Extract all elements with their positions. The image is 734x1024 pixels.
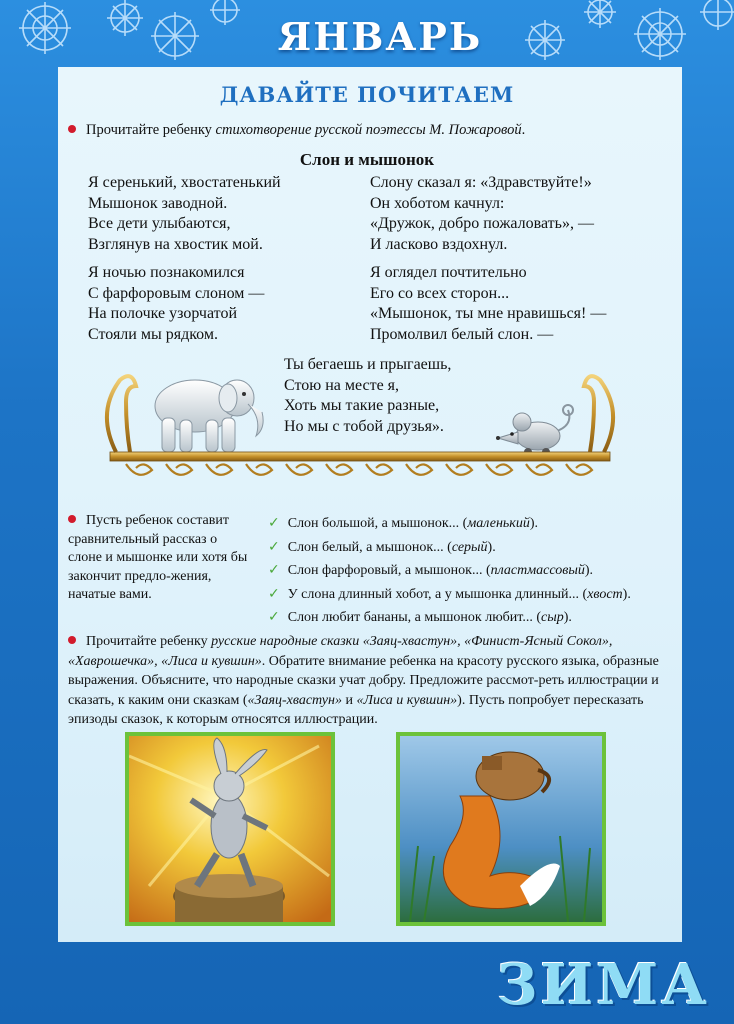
poem-line: «Мышонок, ты мне нравишься! — <box>370 305 607 322</box>
checkmark-icon: ✓ <box>268 538 280 555</box>
poem-stanza-4 <box>370 263 606 345</box>
poem-line: Мышонок заводной. <box>88 194 228 212</box>
poem-line: На полочке узорчатой <box>88 305 238 322</box>
hare-illustration <box>125 732 335 926</box>
bullet-icon <box>68 636 76 644</box>
ornamental-shelf <box>96 372 626 492</box>
bullet-icon <box>68 515 76 523</box>
fairytales-paragraph: Прочитайте ребенку русские народные сказки «Заяц-хвастун», «Финист-Ясный Сокол», «Хаврошечка», «Лиса и кувшин». Обратите внимание ребенка на красоту русского языка, образные выражения. Объясните, что народные сказки учат добру. Предложите рассмот-реть иллюстрации и сказать, к каким они сказкам («Заяц-хвастун» и «Лиса и кувшин»). Пусть попробует пересказать эпизоды сказок, к которым относятся иллюстрации. <box>68 634 659 727</box>
poem-line: Стояли мы рядком. <box>88 325 218 343</box>
fairytale-titles: русские народные сказки «Заяц-хвастун», «Финист-Ясный Сокол», «Хаврошечка», «Лиса и кувшин» <box>68 634 613 669</box>
intro-paragraph <box>68 120 668 140</box>
intro-end: . <box>521 122 526 138</box>
poem-line: Промолвил белый слон. — <box>370 325 554 343</box>
checkmark-icon: ✓ <box>268 609 280 625</box>
poem-line: Хоть мы такие разные, <box>284 397 440 414</box>
section-heading: ДАВАЙТЕ ПОЧИТАЕМ <box>219 82 515 107</box>
list-item: ✓ Слон белый, а мышонок... (серый). <box>268 538 496 555</box>
poem-stanza-3 <box>370 173 594 255</box>
bullet-icon <box>68 125 76 133</box>
task-text: Пусть ребенок составит сравнительный рассказ о слоне и мышонке или хотя бы закончит предло-жения, начатые вами. <box>68 513 248 602</box>
intro-emphasis: стихотворение русской поэтессы М. Пожаровой <box>215 122 522 138</box>
season-title: ЗИМА <box>497 952 710 1018</box>
intro-text: Прочитайте ребенку <box>86 122 216 138</box>
poem-title: Слон и мышонок <box>299 150 435 169</box>
poem-line: Я оглядел почтительно <box>370 264 527 281</box>
sentence-checklist <box>268 512 631 630</box>
poem-line: Стою на месте я, <box>284 376 400 394</box>
list-item: ✓ У слона длинный хобот, а у мышонка длинный... (хвост). <box>268 585 631 602</box>
checkmark-icon: ✓ <box>268 562 280 578</box>
list-item: ✓ Слон большой, а мышонок... (маленький). <box>268 515 538 531</box>
list-item: ✓ Слон фарфоровый, а мышонок... (пластмассовый). <box>268 562 593 578</box>
checkmark-icon: ✓ <box>268 515 280 531</box>
poem-line: Я серенький, хвостатенький <box>88 174 281 191</box>
list-item: ✓ Слон любит бананы, а мышонок любит... (сыр). <box>268 609 572 625</box>
poem-line: «Дружок, добро пожаловать», — <box>370 215 594 232</box>
month-title: ЯНВАРЬ <box>277 14 483 59</box>
poem-line: Слону сказал я: «Здравствуйте!» <box>370 174 592 191</box>
poem-line: Ты бегаешь и прыгаешь, <box>284 356 452 373</box>
poem-line: Но мы с тобой друзья». <box>284 417 444 435</box>
poem-line: И ласково вздохнул. <box>370 235 508 253</box>
fox-with-jug-illustration <box>396 732 606 926</box>
poem-stanza-1 <box>88 173 281 255</box>
poem-line: С фарфоровым слоном — <box>88 284 265 302</box>
poem-line: Его со всех сторон... <box>370 284 510 302</box>
poem-line: Взглянув на хвостик мой. <box>88 235 263 253</box>
task-paragraph <box>68 512 253 605</box>
checkmark-icon: ✓ <box>268 585 280 602</box>
poem-line: Я ночью познакомился <box>88 264 245 281</box>
poem-line: Он хоботом качнул: <box>370 194 505 212</box>
poem-line: Все дети улыбаются, <box>88 215 231 232</box>
poem-stanza-2 <box>88 263 264 345</box>
